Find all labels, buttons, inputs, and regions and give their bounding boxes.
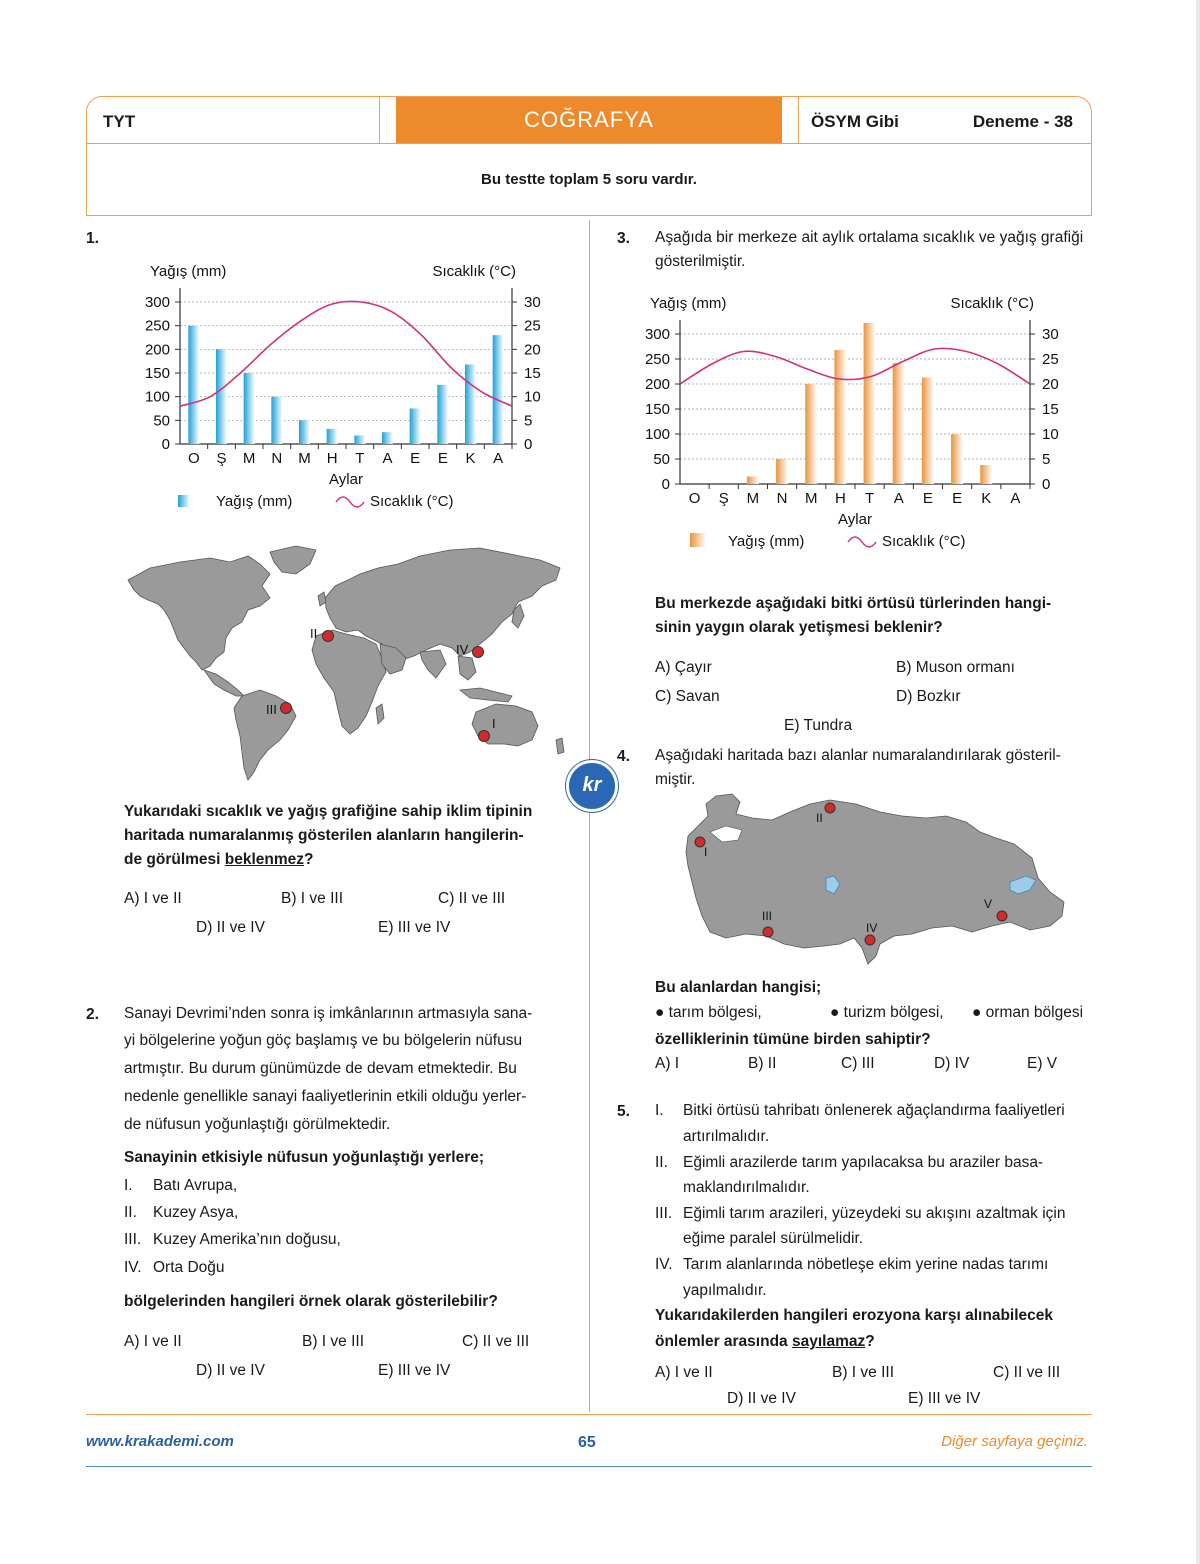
marker-ii <box>825 803 835 813</box>
bullet-item: ● tarım bölgesi, <box>655 1004 762 1021</box>
list-item-number: II. <box>124 1204 137 1221</box>
y2-tick-label: 10 <box>1042 426 1059 443</box>
exam-style: ÖSYM Gibi <box>811 112 899 131</box>
q1-prompt-line: Yukarıdaki sıcaklık ve yağış grafiğine sahip iklim tipinin <box>124 803 533 820</box>
x-tick-label: H <box>326 450 338 467</box>
x-tick-label: E <box>437 450 448 467</box>
page-number: 65 <box>578 1434 596 1451</box>
x-tick-label: M <box>746 490 760 507</box>
legend-label-precip: Yağış (mm) <box>728 533 805 550</box>
y-tick-label: 0 <box>161 436 170 453</box>
bar <box>805 384 817 484</box>
map-label-i: I <box>492 716 496 731</box>
header-box <box>86 96 1092 216</box>
map-greenland <box>270 546 316 574</box>
bar <box>493 335 504 444</box>
option-e[interactable]: E) Tundra <box>784 717 853 734</box>
x-tick-label: O <box>688 490 701 507</box>
x-tick-label: K <box>465 450 476 467</box>
x-tick-label: M <box>805 490 818 507</box>
next-page-note: Diğer sayfaya geçiniz. <box>941 1433 1088 1450</box>
bar <box>244 373 255 444</box>
y2-tick-label: 15 <box>1042 401 1059 418</box>
marker-ii <box>323 631 334 642</box>
bar <box>747 477 759 485</box>
list-item-number: IV. <box>655 1256 673 1273</box>
legend-label-temp: Sıcaklık (°C) <box>882 533 966 550</box>
y2-tick-label: 15 <box>524 365 541 382</box>
list-item-number: II. <box>655 1154 668 1171</box>
x-tick-label: K <box>981 490 992 507</box>
option-b[interactable]: B) II <box>748 1055 777 1072</box>
map-india <box>420 650 446 678</box>
map-label-ii: II <box>310 626 318 641</box>
option-a[interactable]: A) I ve II <box>124 890 182 907</box>
y-tick-label: 150 <box>644 401 670 418</box>
bar <box>893 363 905 484</box>
header-separator <box>798 97 799 143</box>
option-d[interactable]: D) II ve IV <box>727 1390 796 1407</box>
publisher-logo: kr <box>566 760 618 812</box>
option-e[interactable]: E) III ve IV <box>908 1390 981 1407</box>
bar <box>980 465 992 484</box>
y2-tick-label: 10 <box>524 388 541 406</box>
bar <box>465 364 476 444</box>
list-item: maklandırılmalıdır. <box>683 1179 810 1196</box>
option-e[interactable]: E) III ve IV <box>378 919 451 936</box>
q5-bold-line: önlemler arasında sayılamaz? <box>655 1333 875 1350</box>
y-tick-label: 300 <box>644 326 670 343</box>
q2-text-line: artmıştır. Bu durum günümüzde de devam etmektedir. Bu <box>124 1060 517 1077</box>
q3-bold-line: Bu merkezde aşağıdaki bitki örtüsü türlerinden hangi- <box>655 595 1052 612</box>
bullet-item: ● orman bölgesi <box>972 1004 1084 1021</box>
column-divider <box>589 220 590 1412</box>
q5-bold-line: Yukarıdakilerden hangileri erozyona karşı alınabilecek <box>655 1307 1054 1324</box>
y2-tick-label: 30 <box>524 294 541 311</box>
y-tick-label: 250 <box>644 351 670 368</box>
y-tick-label: 300 <box>144 294 170 311</box>
list-item: yapılmalıdır. <box>683 1282 767 1299</box>
option-d[interactable]: D) II ve IV <box>196 919 265 936</box>
option-a[interactable]: A) I ve II <box>124 1333 182 1350</box>
map-madagascar <box>376 704 384 724</box>
option-c[interactable]: C) II ve III <box>438 890 506 907</box>
y2-tick-label: 30 <box>1042 326 1059 343</box>
bar <box>437 385 448 444</box>
q4-intro-line: miştir. <box>655 771 696 788</box>
bar <box>188 326 199 444</box>
x-tick-label: Ş <box>216 450 227 467</box>
bar <box>951 434 963 484</box>
marker-iii <box>763 927 773 937</box>
marker-iv <box>865 935 875 945</box>
bullet-item: ● turizm bölgesi, <box>830 1004 944 1021</box>
subject-title: COĞRAFYA <box>396 97 782 143</box>
option-c[interactable]: C) II ve III <box>993 1364 1061 1381</box>
bar <box>216 349 227 444</box>
list-item-number: III. <box>124 1231 142 1248</box>
bar <box>354 435 365 444</box>
marker-v <box>997 911 1007 921</box>
turkey-map <box>680 786 1072 972</box>
bar <box>834 350 846 484</box>
x-tick-label: A <box>493 450 504 467</box>
q1-prompt-line: de görülmesi beklenmez? <box>124 851 314 868</box>
marker-iv <box>473 647 484 658</box>
legend-label-precip: Yağış (mm) <box>216 493 293 510</box>
x-tick-label: A <box>1010 490 1021 507</box>
list-item: Batı Avrupa, <box>153 1177 238 1194</box>
option-b[interactable]: B) I ve III <box>302 1333 365 1350</box>
option-a[interactable]: A) I <box>655 1055 680 1072</box>
y-tick-label: 200 <box>144 341 170 359</box>
exam-type: TYT <box>103 112 136 131</box>
y2-tick-label: 20 <box>524 341 541 359</box>
map-label-iv: IV <box>456 642 469 657</box>
y-tick-label: 250 <box>144 317 170 335</box>
x-tick-label: E <box>922 490 933 507</box>
list-item: artırılmalıdır. <box>683 1128 770 1145</box>
option-d[interactable]: D) IV <box>934 1055 970 1072</box>
bar <box>864 323 876 484</box>
q3-bold-line: sinin yaygın olarak yetişmesi beklenir? <box>655 619 943 636</box>
q4-bold-line: özelliklerinin tümüne birden sahiptir? <box>655 1031 931 1048</box>
test-note: Bu testte toplam 5 soru vardır. <box>481 171 697 188</box>
header-separator <box>379 97 380 143</box>
y-axis-title: Yağış (mm) <box>650 295 727 312</box>
q2-text-line: yi bölgelerine yoğun göç başlamış ve bu bölgelerin nüfusu <box>124 1032 523 1049</box>
option-e[interactable]: E) III ve IV <box>378 1362 451 1379</box>
map-label-v: V <box>984 897 993 911</box>
x-tick-label: E <box>952 490 963 507</box>
list-item-number: IV. <box>124 1259 142 1276</box>
list-item-number: I. <box>124 1177 133 1194</box>
x-tick-label: A <box>893 490 904 507</box>
x-tick-label: N <box>776 490 788 507</box>
y2-tick-label: 20 <box>1042 376 1059 393</box>
bar <box>299 420 310 444</box>
q2-text-line: Sanayi Devrimi’nden sonra iş imkânlarının artmasıyla sana- <box>124 1005 533 1022</box>
list-item: Kuzey Asya, <box>153 1204 239 1221</box>
question-number: 2. <box>86 1006 99 1023</box>
y2-tick-label: 0 <box>524 436 533 453</box>
option-d[interactable]: D) II ve IV <box>196 1362 265 1379</box>
map-label-iii: III <box>762 909 773 923</box>
bar <box>410 409 421 445</box>
map-label-i: I <box>704 845 708 859</box>
map-uk <box>318 592 326 606</box>
y2-tick-label: 5 <box>1042 451 1051 468</box>
map-label-ii: II <box>816 811 823 825</box>
temperature-line <box>180 301 512 406</box>
q4-bold-line: Bu alanlardan hangisi; <box>655 979 822 996</box>
y-tick-label: 50 <box>153 412 170 430</box>
footer-rule-bottom <box>86 1466 1092 1467</box>
footer-rule-top <box>86 1414 1092 1415</box>
legend-swatch-temp <box>336 497 364 507</box>
list-item: eğime paralel sürülmelidir. <box>683 1230 864 1247</box>
map-label-iii: III <box>266 702 277 717</box>
legend-swatch-precip <box>178 495 190 507</box>
map-new-zealand <box>556 738 564 754</box>
marker-iii <box>281 703 292 714</box>
y2-axis-title: Sıcaklık (°C) <box>950 295 1034 312</box>
bar <box>327 429 338 444</box>
list-item: Eğimli arazilerde tarım yapılacaksa bu araziler basa- <box>683 1154 1044 1171</box>
x-tick-label: E <box>410 450 421 467</box>
bar <box>922 378 934 485</box>
question-number: 1. <box>86 230 99 247</box>
question-number: 5. <box>617 1103 630 1120</box>
question-number: 4. <box>617 748 630 765</box>
y-tick-label: 200 <box>644 376 670 393</box>
y2-axis-title: Sıcaklık (°C) <box>432 263 516 280</box>
temperature-line <box>680 348 1030 384</box>
x-tick-label: A <box>382 450 393 467</box>
q2-text-line: de nüfusun yoğunlaştığı görülmektedir. <box>124 1116 391 1133</box>
list-item: Bitki örtüsü tahribatı önlenerek ağaçlandırma faaliyetleri <box>683 1102 1065 1119</box>
map-indonesia <box>460 688 512 702</box>
map-southeast-asia <box>458 656 476 680</box>
q3-intro-line: Aşağıda bir merkeze ait aylık ortalama sıcaklık ve yağış grafiği <box>655 229 1084 246</box>
y-tick-label: 50 <box>653 451 670 468</box>
y2-tick-label: 25 <box>524 317 541 335</box>
q3-intro-line: gösterilmiştir. <box>655 253 746 270</box>
option-e[interactable]: E) V <box>1027 1055 1058 1072</box>
q1-prompt-line: haritada numaralanmış gösterilen alanların hangilerin- <box>124 827 524 844</box>
option-a[interactable]: A) I ve II <box>655 1364 713 1381</box>
chart-2 <box>636 282 1076 570</box>
y-tick-label: 0 <box>661 476 670 493</box>
list-item: Kuzey Amerika’nın doğusu, <box>153 1231 341 1248</box>
x-tick-label: N <box>271 450 283 467</box>
option-a[interactable]: A) Çayır <box>655 659 712 676</box>
q2-bold-line: Sanayinin etkisiyle nüfusun yoğunlaştığı yerlere; <box>124 1149 485 1166</box>
x-tick-label: H <box>834 490 846 507</box>
option-c[interactable]: C) Savan <box>655 688 720 705</box>
chart-1 <box>120 252 560 520</box>
option-b[interactable]: B) Muson ormanı <box>896 659 1015 676</box>
option-c[interactable]: C) II ve III <box>462 1333 530 1350</box>
y-tick-label: 100 <box>644 426 670 443</box>
map-africa <box>312 630 386 734</box>
x-axis-title: Aylar <box>329 471 363 488</box>
option-b[interactable]: B) I ve III <box>832 1364 895 1381</box>
q2-text-line: nedenle genellikle sanayi faaliyetlerinin etkili olduğu yerler- <box>124 1088 527 1105</box>
y2-tick-label: 25 <box>1042 351 1059 368</box>
question-number: 3. <box>617 230 630 247</box>
option-c[interactable]: C) III <box>841 1055 875 1072</box>
legend-swatch-precip <box>690 533 706 547</box>
x-tick-label: Ş <box>718 490 729 507</box>
bar <box>776 459 788 484</box>
x-tick-label: O <box>187 450 200 467</box>
y-axis-title: Yağış (mm) <box>150 263 227 280</box>
legend-swatch-temp <box>848 537 876 547</box>
x-tick-label: M <box>242 450 256 467</box>
legend-label-temp: Sıcaklık (°C) <box>370 493 454 510</box>
q2-bold-line: bölgelerinden hangileri örnek olarak gösterilebilir? <box>124 1293 498 1310</box>
q4-intro-line: Aşağıdaki haritada bazı alanlar numaralandırılarak gösteril- <box>655 747 1061 764</box>
x-tick-label: M <box>298 450 311 467</box>
y-tick-label: 100 <box>144 388 170 406</box>
list-item: Orta Doğu <box>153 1259 225 1276</box>
marker-i <box>479 731 490 742</box>
y2-tick-label: 5 <box>524 412 533 430</box>
x-axis-title: Aylar <box>838 511 872 528</box>
x-tick-label: T <box>864 490 875 507</box>
bar <box>382 432 393 444</box>
option-d[interactable]: D) Bozkır <box>896 688 961 705</box>
header-row <box>87 97 1091 144</box>
x-tick-label: T <box>355 450 365 467</box>
list-item: Tarım alanlarında nöbetleşe ekim yerine nadas tarımı <box>683 1256 1049 1273</box>
world-map <box>120 540 580 785</box>
y2-tick-label: 0 <box>1042 476 1051 493</box>
footer-url[interactable]: www.krakademi.com <box>86 1433 234 1450</box>
map-label-iv: IV <box>866 921 878 935</box>
y-tick-label: 150 <box>144 365 170 382</box>
exam-number: Deneme - 38 <box>972 112 1073 131</box>
bar <box>271 397 282 444</box>
list-item-number: I. <box>655 1102 664 1119</box>
option-b[interactable]: B) I ve III <box>281 890 344 907</box>
map-central-america <box>204 670 244 696</box>
list-item: Eğimli tarım arazileri, yüzeydeki su akışını azaltmak için <box>683 1205 1066 1222</box>
list-item-number: III. <box>655 1205 673 1222</box>
map-north-america <box>128 556 270 670</box>
